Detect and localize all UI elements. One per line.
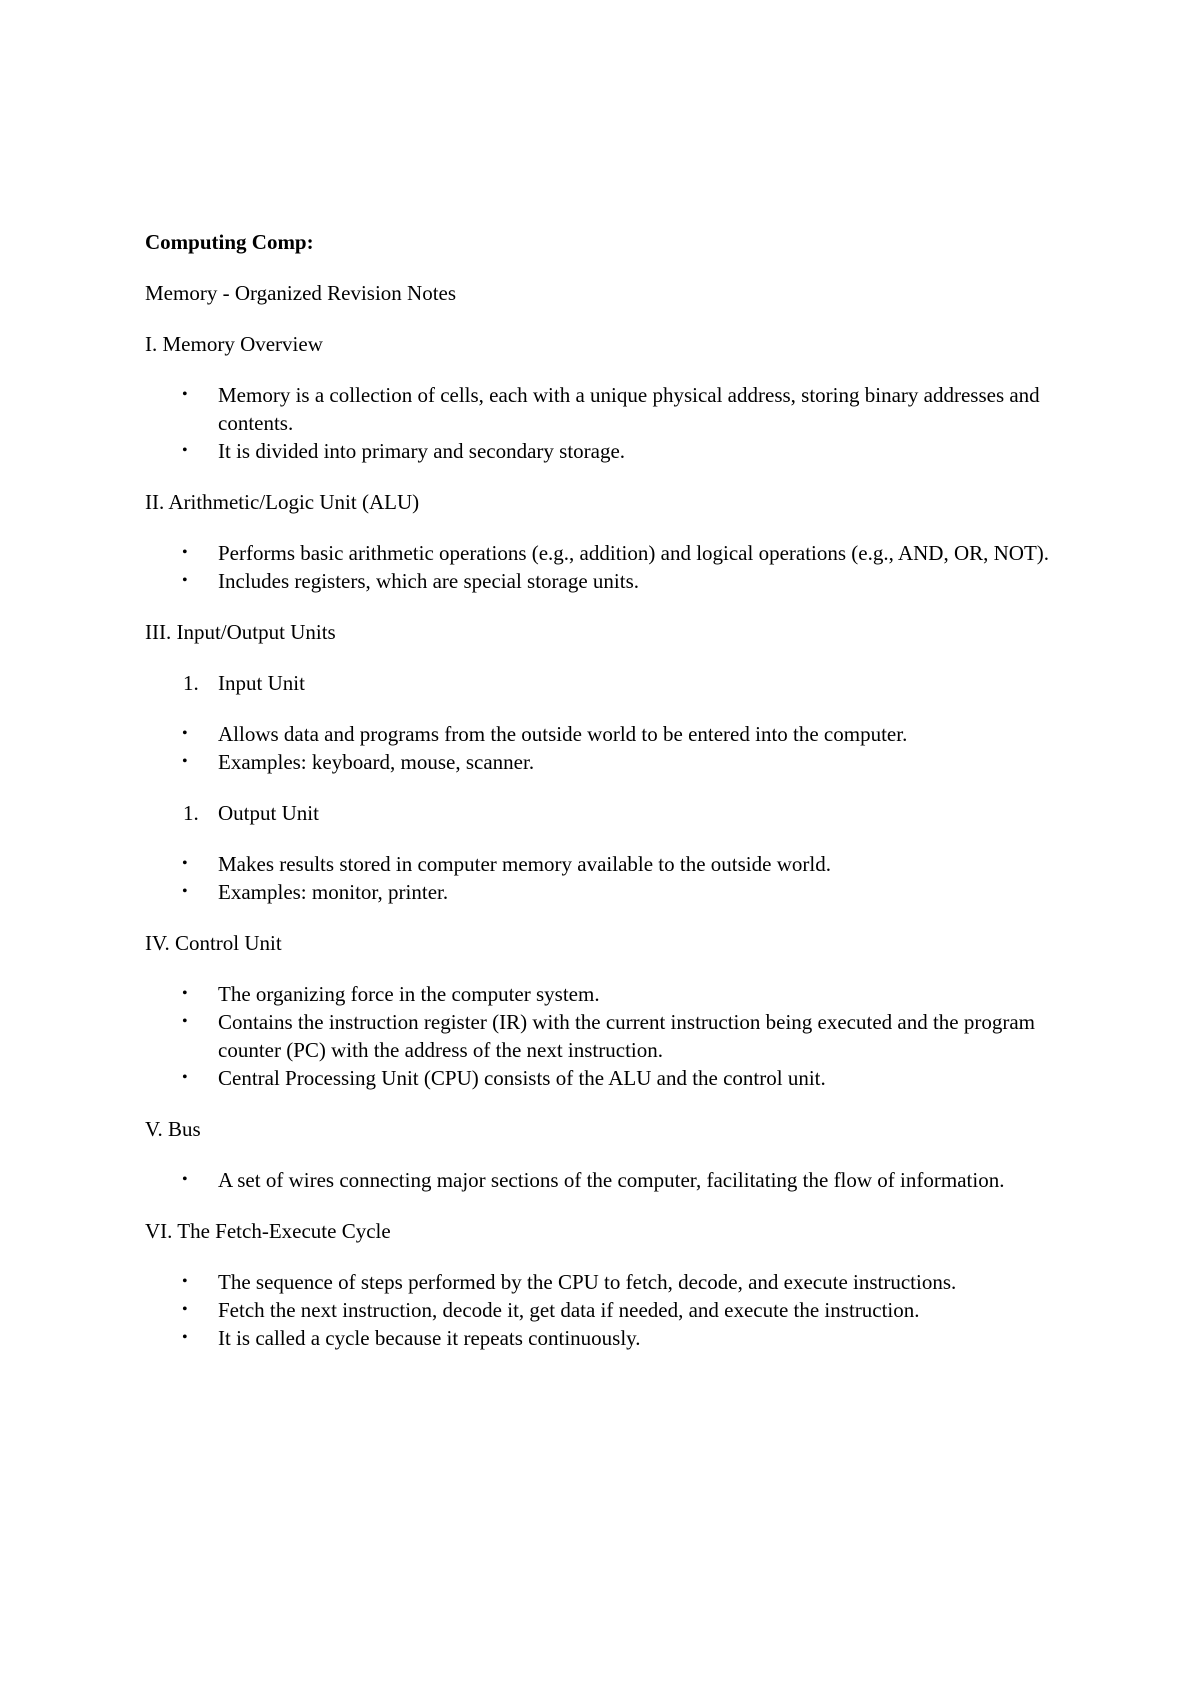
bullet-list-bus: [145, 1166, 1065, 1194]
bullet-icon: •: [182, 572, 188, 589]
section-heading-fetch-execute: VI. The Fetch-Execute Cycle: [145, 1219, 391, 1243]
document-title: Computing Comp:: [145, 230, 314, 254]
bullet-list-memory-overview: [145, 381, 1065, 465]
list-item-text: Examples: keyboard, mouse, scanner.: [218, 750, 535, 774]
list-item: [145, 567, 1065, 595]
list-item: [145, 1064, 1065, 1092]
bullet-icon: •: [182, 855, 188, 872]
list-item: [145, 381, 1065, 437]
section-heading-alu: II. Arithmetic/Logic Unit (ALU): [145, 490, 420, 514]
numbered-item-input-unit: [145, 669, 1065, 697]
bullet-icon: •: [182, 883, 188, 900]
list-item-text: Fetch the next instruction, decode it, get data if needed, and execute the instruction.: [218, 1298, 920, 1322]
bullet-icon: •: [182, 1069, 188, 1086]
numbered-item-label: Input Unit: [218, 671, 305, 695]
section-heading-io-units: III. Input/Output Units: [145, 620, 336, 644]
document-page: [145, 228, 1065, 1375]
list-item-text: The organizing force in the computer system.: [218, 982, 600, 1006]
list-item-text: It is called a cycle because it repeats continuously.: [218, 1326, 641, 1350]
bullet-list-output-unit: [145, 850, 1065, 906]
bullet-icon: •: [182, 1013, 188, 1030]
document-subtitle: Memory - Organized Revision Notes: [145, 281, 457, 305]
bullet-icon: •: [182, 753, 188, 770]
section-heading-memory-overview: I. Memory Overview: [145, 332, 323, 356]
list-number: 1.: [183, 671, 199, 695]
list-item-text: Allows data and programs from the outside world to be entered into the computer.: [218, 722, 908, 746]
list-item-text: Includes registers, which are special storage units.: [218, 569, 640, 593]
section-heading-control-unit: IV. Control Unit: [145, 931, 282, 955]
list-item: [145, 437, 1065, 465]
list-item: [145, 878, 1065, 906]
bullet-icon: •: [182, 1171, 188, 1188]
list-item: [145, 1324, 1065, 1352]
list-item: [145, 850, 1065, 878]
list-item-text: The sequence of steps performed by the CPU to fetch, decode, and execute instructions.: [218, 1270, 957, 1294]
bullet-list-fetch-execute: [145, 1268, 1065, 1352]
list-item: [145, 1296, 1065, 1324]
list-item-text: Contains the instruction register (IR) with the current instruction being executed and the program counter (PC) with the address of the next instruction.: [218, 1010, 1036, 1062]
bullet-icon: •: [182, 386, 188, 403]
list-item-text: It is divided into primary and secondary storage.: [218, 439, 626, 463]
list-item: [145, 980, 1065, 1008]
list-item-text: Makes results stored in computer memory available to the outside world.: [218, 852, 831, 876]
list-item: [145, 720, 1065, 748]
list-item: [145, 1166, 1065, 1194]
list-item-text: Central Processing Unit (CPU) consists of the ALU and the control unit.: [218, 1066, 826, 1090]
bullet-list-control-unit: [145, 980, 1065, 1092]
numbered-item-label: Output Unit: [218, 801, 319, 825]
bullet-icon: •: [182, 985, 188, 1002]
list-item: [145, 748, 1065, 776]
bullet-icon: •: [182, 544, 188, 561]
bullet-list-input-unit: [145, 720, 1065, 776]
bullet-icon: •: [182, 1301, 188, 1318]
list-item: [145, 1268, 1065, 1296]
list-item: [145, 539, 1065, 567]
bullet-icon: •: [182, 1273, 188, 1290]
numbered-item-output-unit: [145, 799, 1065, 827]
bullet-icon: •: [182, 1329, 188, 1346]
list-item-text: Performs basic arithmetic operations (e.g., addition) and logical operations (e.g., AND, OR, NOT).: [218, 541, 1050, 565]
list-item-text: Examples: monitor, printer.: [218, 880, 449, 904]
list-item-text: Memory is a collection of cells, each with a unique physical address, storing binary addresses and contents.: [218, 383, 1040, 435]
list-item-text: A set of wires connecting major sections of the computer, facilitating the flow of information.: [218, 1168, 1005, 1192]
bullet-list-alu: [145, 539, 1065, 595]
bullet-icon: •: [182, 725, 188, 742]
list-number: 1.: [183, 801, 199, 825]
bullet-icon: •: [182, 442, 188, 459]
list-item: [145, 1008, 1065, 1064]
section-heading-bus: V. Bus: [145, 1117, 201, 1141]
